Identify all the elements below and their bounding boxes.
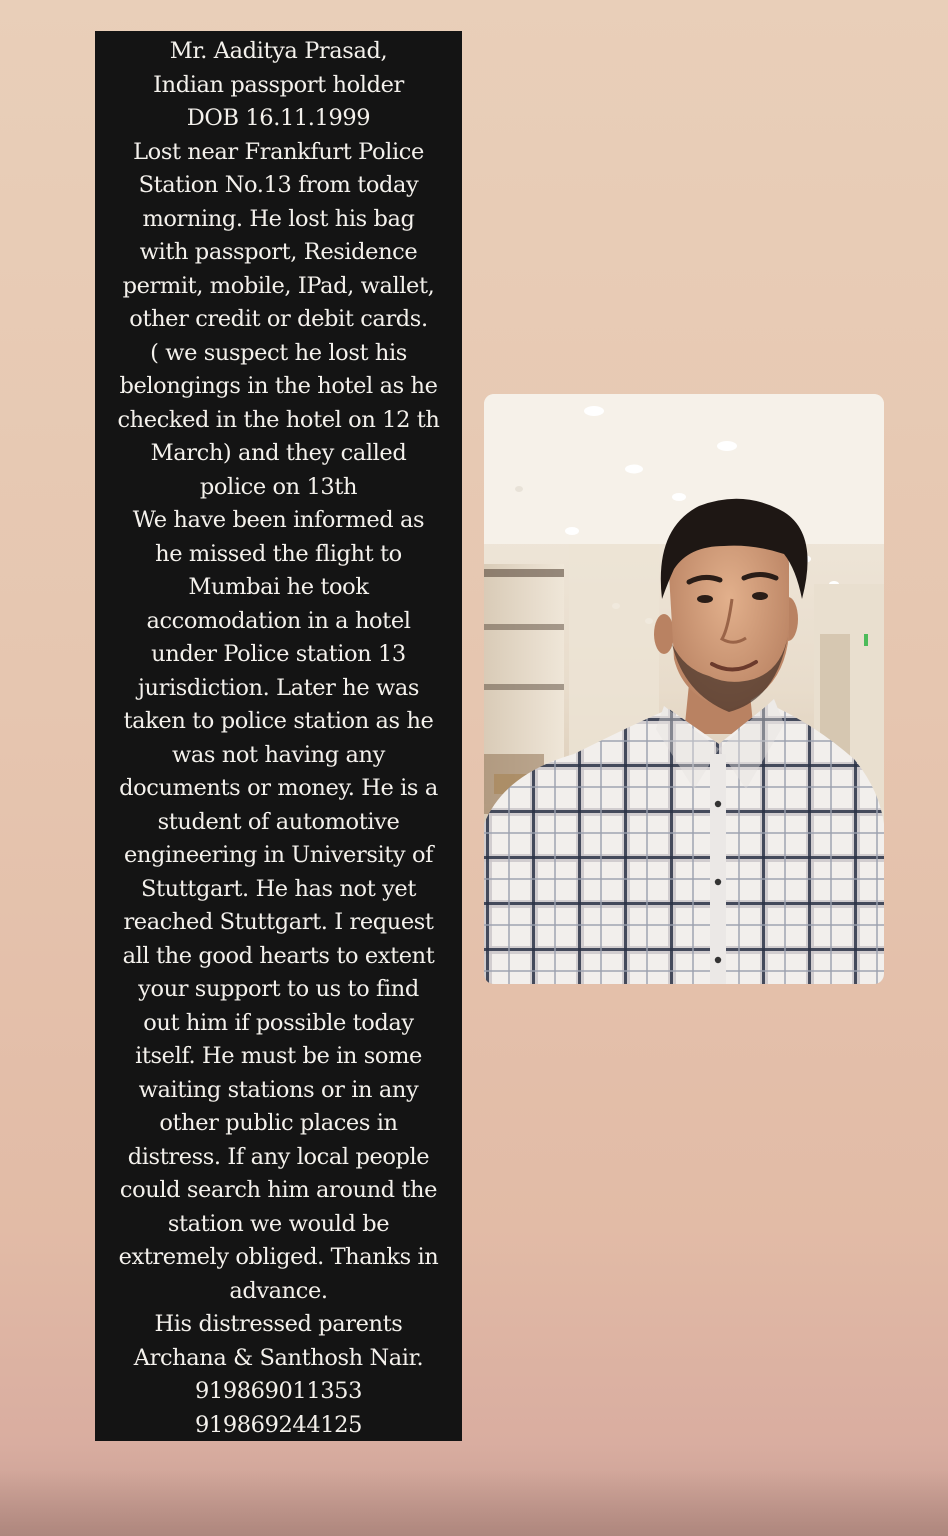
appeal-text-line: documents or money. He is a [119, 775, 438, 801]
appeal-text-line: 919869244125 [195, 1411, 362, 1438]
appeal-text-line: Archana & Santhosh Nair. [133, 1344, 424, 1371]
appeal-text-line: We have been informed as [132, 507, 425, 533]
appeal-text-line: extremely obliged. Thanks in [118, 1244, 439, 1270]
appeal-text-line: police on 13th [199, 473, 358, 500]
appeal-text-line: was not having any [172, 741, 385, 768]
bottom-shade [0, 1470, 948, 1536]
appeal-text-line: your support to us to find [138, 976, 419, 1002]
appeal-text-line: accomodation in a hotel [146, 607, 411, 634]
appeal-text-line: distress. If any local people [127, 1143, 430, 1170]
appeal-text-line: with passport, Residence [139, 239, 418, 265]
appeal-text-line: jurisdiction. Later he was [137, 674, 420, 701]
appeal-text-line: station we would be [167, 1210, 390, 1237]
appeal-text-line: waiting stations or in any [138, 1076, 419, 1103]
appeal-text-line: itself. He must be in some [135, 1043, 422, 1069]
appeal-text-line: engineering in University of [123, 842, 434, 868]
appeal-text-line: student of automotive [157, 808, 400, 835]
appeal-text-line: His distressed parents [154, 1311, 403, 1337]
appeal-text-line: 919869011353 [195, 1378, 362, 1404]
appeal-text-line: Station No.13 from today [138, 172, 419, 198]
appeal-text-line: morning. He lost his bag [142, 205, 415, 232]
appeal-text-line: Lost near Frankfurt Police [133, 138, 424, 165]
appeal-text-line: under Police station 13 [151, 641, 406, 667]
appeal-text-line: ( we suspect he lost his [150, 339, 407, 366]
appeal-text-line: Mr. Aaditya Prasad, [169, 38, 388, 64]
person-photo-illustration [484, 394, 884, 984]
appeal-text-card [95, 31, 462, 1441]
appeal-text-line: advance. [229, 1277, 328, 1304]
person-photo [484, 394, 884, 984]
appeal-text-line: March) and they called [150, 440, 407, 466]
appeal-text-line: out him if possible today [143, 1009, 414, 1036]
appeal-text-line: taken to police station as he [123, 708, 434, 734]
appeal-text-line: he missed the flight to [155, 540, 402, 567]
appeal-text-line: other credit or debit cards. [129, 306, 428, 332]
appeal-text-line: all the good hearts to extent [122, 942, 435, 969]
appeal-text-line: Mumbai he took [188, 574, 369, 600]
appeal-text-line: Indian passport holder [153, 71, 404, 98]
appeal-text-line: checked in the hotel on 12 th [117, 406, 440, 433]
appeal-text-line: belongings in the hotel as he [119, 373, 438, 399]
appeal-text-line: could search him around the [119, 1177, 438, 1203]
appeal-text-line: other public places in [159, 1110, 398, 1136]
appeal-text-line: permit, mobile, IPad, wallet, [122, 272, 435, 299]
appeal-text-line: reached Stuttgart. I request [123, 909, 434, 935]
appeal-text-line: DOB 16.11.1999 [186, 105, 371, 131]
appeal-text-line: Stuttgart. He has not yet [141, 875, 416, 902]
